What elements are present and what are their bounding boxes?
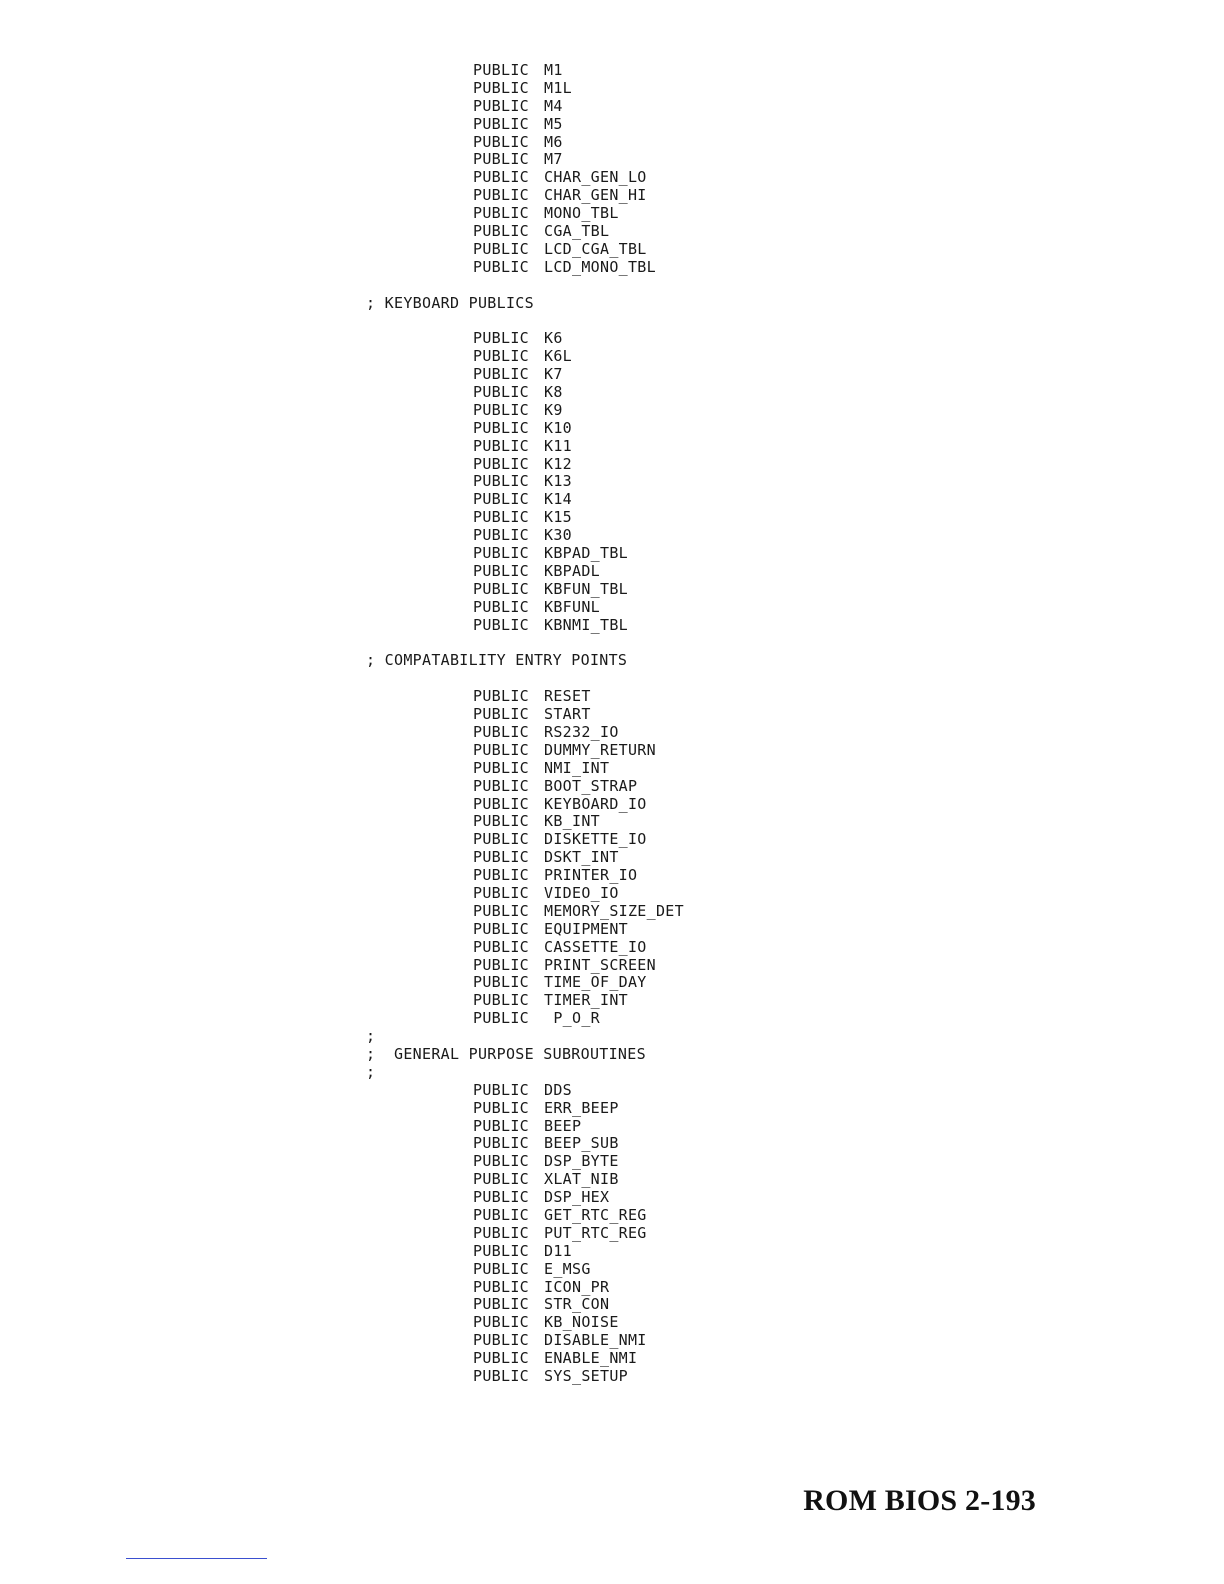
public-declaration (0, 491, 1224, 509)
public-declaration (0, 760, 1224, 778)
symbol-name: SYS_SETUP (544, 1367, 628, 1386)
symbol-name: DISABLE_NMI (544, 1331, 647, 1350)
directive-keyword: PUBLIC (473, 830, 529, 849)
symbol-name: DSKT_INT (544, 848, 619, 867)
public-declaration (0, 223, 1224, 241)
public-declaration (0, 151, 1224, 169)
public-declaration (0, 903, 1224, 921)
public-declaration (0, 187, 1224, 205)
directive-keyword: PUBLIC (473, 615, 529, 634)
public-declaration (0, 98, 1224, 116)
comment-text: ; COMPATABILITY ENTRY POINTS (366, 651, 628, 670)
public-declaration (0, 473, 1224, 491)
public-declaration (0, 80, 1224, 98)
directive-keyword: PUBLIC (473, 1367, 529, 1386)
symbol-name: M7 (544, 150, 563, 169)
symbol-name: DSP_BYTE (544, 1152, 619, 1171)
directive-keyword: PUBLIC (473, 1313, 529, 1332)
directive-keyword: PUBLIC (473, 687, 529, 706)
directive-keyword: PUBLIC (473, 78, 529, 97)
public-declaration (0, 1225, 1224, 1243)
directive-keyword: PUBLIC (473, 848, 529, 867)
symbol-name: K30 (544, 526, 572, 545)
symbol-name: CASSETTE_IO (544, 937, 647, 956)
directive-keyword: PUBLIC (473, 1188, 529, 1207)
public-declaration (0, 1118, 1224, 1136)
symbol-name: RS232_IO (544, 722, 619, 741)
public-declaration (0, 1189, 1224, 1207)
directive-keyword: PUBLIC (473, 740, 529, 759)
directive-keyword: PUBLIC (473, 1349, 529, 1368)
public-declaration (0, 62, 1224, 80)
public-declaration (0, 509, 1224, 527)
symbol-name: M4 (544, 96, 563, 115)
comment-text: ; KEYBOARD PUBLICS (366, 293, 534, 312)
symbol-name: CGA_TBL (544, 222, 610, 241)
directive-keyword: PUBLIC (473, 400, 529, 419)
public-declaration (0, 885, 1224, 903)
symbol-name: BEEP (544, 1116, 582, 1135)
directive-keyword: PUBLIC (473, 1223, 529, 1242)
symbol-name: K10 (544, 418, 572, 437)
symbol-name: MEMORY_SIZE_DET (544, 901, 684, 920)
symbol-name: ICON_PR (544, 1277, 610, 1296)
directive-keyword: PUBLIC (473, 347, 529, 366)
comment-text: ; GENERAL PURPOSE SUBROUTINES (366, 1044, 646, 1063)
public-declaration (0, 778, 1224, 796)
public-declaration (0, 1207, 1224, 1225)
public-declaration (0, 992, 1224, 1010)
directive-keyword: PUBLIC (473, 204, 529, 223)
directive-keyword: PUBLIC (473, 722, 529, 741)
public-declaration (0, 1100, 1224, 1118)
public-declaration (0, 116, 1224, 134)
directive-keyword: PUBLIC (473, 1170, 529, 1189)
directive-keyword: PUBLIC (473, 991, 529, 1010)
symbol-name: M5 (544, 114, 563, 133)
directive-keyword: PUBLIC (473, 168, 529, 187)
public-declaration (0, 402, 1224, 420)
directive-keyword: PUBLIC (473, 150, 529, 169)
directive-keyword: PUBLIC (473, 239, 529, 258)
symbol-name: PRINTER_IO (544, 866, 638, 885)
directive-keyword: PUBLIC (473, 1116, 529, 1135)
directive-keyword: PUBLIC (473, 812, 529, 831)
comment-line (0, 1046, 1224, 1064)
directive-keyword: PUBLIC (473, 901, 529, 920)
source-listing (0, 62, 1224, 1386)
directive-keyword: PUBLIC (473, 973, 529, 992)
symbol-name: P_O_R (544, 1009, 600, 1028)
public-declaration (0, 1243, 1224, 1261)
directive-keyword: PUBLIC (473, 544, 529, 563)
comment-text: ; (366, 1027, 376, 1046)
public-declaration (0, 1135, 1224, 1153)
public-declaration (0, 563, 1224, 581)
symbol-name: PRINT_SCREEN (544, 955, 656, 974)
symbol-name: TIME_OF_DAY (544, 973, 647, 992)
public-declaration (0, 617, 1224, 635)
directive-keyword: PUBLIC (473, 1152, 529, 1171)
symbol-name: CHAR_GEN_LO (544, 168, 647, 187)
public-declaration (0, 438, 1224, 456)
directive-keyword: PUBLIC (473, 436, 529, 455)
symbol-name: ERR_BEEP (544, 1098, 619, 1117)
symbol-name: KBNMI_TBL (544, 615, 628, 634)
symbol-name: NMI_INT (544, 758, 610, 777)
directive-keyword: PUBLIC (473, 866, 529, 885)
blank-line (0, 635, 1224, 653)
public-declaration (0, 527, 1224, 545)
public-declaration (0, 348, 1224, 366)
blank-line (0, 277, 1224, 295)
directive-keyword: PUBLIC (473, 1331, 529, 1350)
public-declaration (0, 1350, 1224, 1368)
directive-keyword: PUBLIC (473, 1009, 529, 1028)
directive-keyword: PUBLIC (473, 1295, 529, 1314)
directive-keyword: PUBLIC (473, 561, 529, 580)
symbol-name: LCD_CGA_TBL (544, 239, 647, 258)
symbol-name: K6L (544, 347, 572, 366)
public-declaration (0, 384, 1224, 402)
directive-keyword: PUBLIC (473, 508, 529, 527)
public-declaration (0, 581, 1224, 599)
directive-keyword: PUBLIC (473, 186, 529, 205)
public-declaration (0, 134, 1224, 152)
directive-keyword: PUBLIC (473, 96, 529, 115)
public-declaration (0, 456, 1224, 474)
symbol-name: KBPADL (544, 561, 600, 580)
comment-line (0, 652, 1224, 670)
public-declaration (0, 1296, 1224, 1314)
symbol-name: K15 (544, 508, 572, 527)
symbol-name: CHAR_GEN_HI (544, 186, 647, 205)
directive-keyword: PUBLIC (473, 883, 529, 902)
public-declaration (0, 420, 1224, 438)
symbol-name: BEEP_SUB (544, 1134, 619, 1153)
public-declaration (0, 724, 1224, 742)
public-declaration (0, 599, 1224, 617)
directive-keyword: PUBLIC (473, 1098, 529, 1117)
public-declaration (0, 1010, 1224, 1028)
symbol-name: K8 (544, 383, 563, 402)
public-declaration (0, 1279, 1224, 1297)
symbol-name: M1 (544, 61, 563, 79)
symbol-name: KB_NOISE (544, 1313, 619, 1332)
public-declaration (0, 957, 1224, 975)
directive-keyword: PUBLIC (473, 257, 529, 276)
symbol-name: DSP_HEX (544, 1188, 610, 1207)
divider (126, 1558, 267, 1559)
directive-keyword: PUBLIC (473, 705, 529, 724)
directive-keyword: PUBLIC (473, 758, 529, 777)
public-declaration (0, 867, 1224, 885)
directive-keyword: PUBLIC (473, 1277, 529, 1296)
symbol-name: KEYBOARD_IO (544, 794, 647, 813)
symbol-name: GET_RTC_REG (544, 1206, 647, 1224)
symbol-name: BOOT_STRAP (544, 776, 638, 795)
symbol-name: K7 (544, 365, 563, 384)
public-declaration (0, 921, 1224, 939)
directive-keyword: PUBLIC (473, 776, 529, 795)
symbol-name: KBFUNL (544, 597, 600, 616)
public-declaration (0, 1332, 1224, 1350)
directive-keyword: PUBLIC (473, 937, 529, 956)
public-declaration (0, 831, 1224, 849)
comment-line (0, 295, 1224, 313)
public-declaration (0, 366, 1224, 384)
directive-keyword: PUBLIC (473, 61, 529, 79)
symbol-name: K12 (544, 454, 572, 473)
symbol-name: XLAT_NIB (544, 1170, 619, 1189)
symbol-name: DUMMY_RETURN (544, 740, 656, 759)
symbol-name: START (544, 705, 591, 724)
public-declaration (0, 169, 1224, 187)
directive-keyword: PUBLIC (473, 418, 529, 437)
directive-keyword: PUBLIC (473, 365, 529, 384)
public-declaration (0, 1171, 1224, 1189)
symbol-name: K6 (544, 329, 563, 348)
directive-keyword: PUBLIC (473, 919, 529, 938)
public-declaration (0, 1368, 1224, 1386)
symbol-name: RESET (544, 687, 591, 706)
public-declaration (0, 259, 1224, 277)
symbol-name: KB_INT (544, 812, 600, 831)
symbol-name: K14 (544, 490, 572, 509)
directive-keyword: PUBLIC (473, 597, 529, 616)
comment-line (0, 1028, 1224, 1046)
symbol-name: ENABLE_NMI (544, 1349, 638, 1368)
symbol-name: KBFUN_TBL (544, 579, 628, 598)
symbol-name: DDS (544, 1080, 572, 1099)
directive-keyword: PUBLIC (473, 383, 529, 402)
symbol-name: M1L (544, 78, 572, 97)
page-footer: ROM BIOS 2-193 (803, 1484, 1036, 1517)
symbol-name: STR_CON (544, 1295, 610, 1314)
symbol-name: K9 (544, 400, 563, 419)
directive-keyword: PUBLIC (473, 579, 529, 598)
directive-keyword: PUBLIC (473, 955, 529, 974)
public-declaration (0, 706, 1224, 724)
directive-keyword: PUBLIC (473, 222, 529, 241)
directive-keyword: PUBLIC (473, 454, 529, 473)
directive-keyword: PUBLIC (473, 1080, 529, 1099)
directive-keyword: PUBLIC (473, 1241, 529, 1260)
directive-keyword: PUBLIC (473, 490, 529, 509)
public-declaration (0, 241, 1224, 259)
symbol-name: M6 (544, 132, 563, 151)
directive-keyword: PUBLIC (473, 1134, 529, 1153)
directive-keyword: PUBLIC (473, 794, 529, 813)
blank-line (0, 670, 1224, 688)
symbol-name: DISKETTE_IO (544, 830, 647, 849)
symbol-name: K11 (544, 436, 572, 455)
public-declaration (0, 545, 1224, 563)
public-declaration (0, 813, 1224, 831)
symbol-name: EQUIPMENT (544, 919, 628, 938)
public-declaration (0, 796, 1224, 814)
public-declaration (0, 1082, 1224, 1100)
public-declaration (0, 849, 1224, 867)
symbol-name: PUT_RTC_REG (544, 1223, 647, 1242)
symbol-name: KBPAD_TBL (544, 544, 628, 563)
symbol-name: LCD_MONO_TBL (544, 257, 656, 276)
public-declaration (0, 205, 1224, 223)
blank-line (0, 312, 1224, 330)
directive-keyword: PUBLIC (473, 329, 529, 348)
directive-keyword: PUBLIC (473, 1259, 529, 1278)
directive-keyword: PUBLIC (473, 472, 529, 491)
directive-keyword: PUBLIC (473, 114, 529, 133)
public-declaration (0, 1314, 1224, 1332)
public-declaration (0, 742, 1224, 760)
comment-text: ; (366, 1062, 376, 1081)
symbol-name: E_MSG (544, 1259, 591, 1278)
symbol-name: K13 (544, 472, 572, 491)
comment-line (0, 1064, 1224, 1082)
public-declaration (0, 330, 1224, 348)
symbol-name: TIMER_INT (544, 991, 628, 1010)
public-declaration (0, 974, 1224, 992)
public-declaration (0, 1261, 1224, 1279)
directive-keyword: PUBLIC (473, 132, 529, 151)
public-declaration (0, 939, 1224, 957)
symbol-name: D11 (544, 1241, 572, 1260)
public-declaration (0, 1153, 1224, 1171)
directive-keyword: PUBLIC (473, 1206, 529, 1224)
symbol-name: MONO_TBL (544, 204, 619, 223)
symbol-name: VIDEO_IO (544, 883, 619, 902)
public-declaration (0, 688, 1224, 706)
directive-keyword: PUBLIC (473, 526, 529, 545)
